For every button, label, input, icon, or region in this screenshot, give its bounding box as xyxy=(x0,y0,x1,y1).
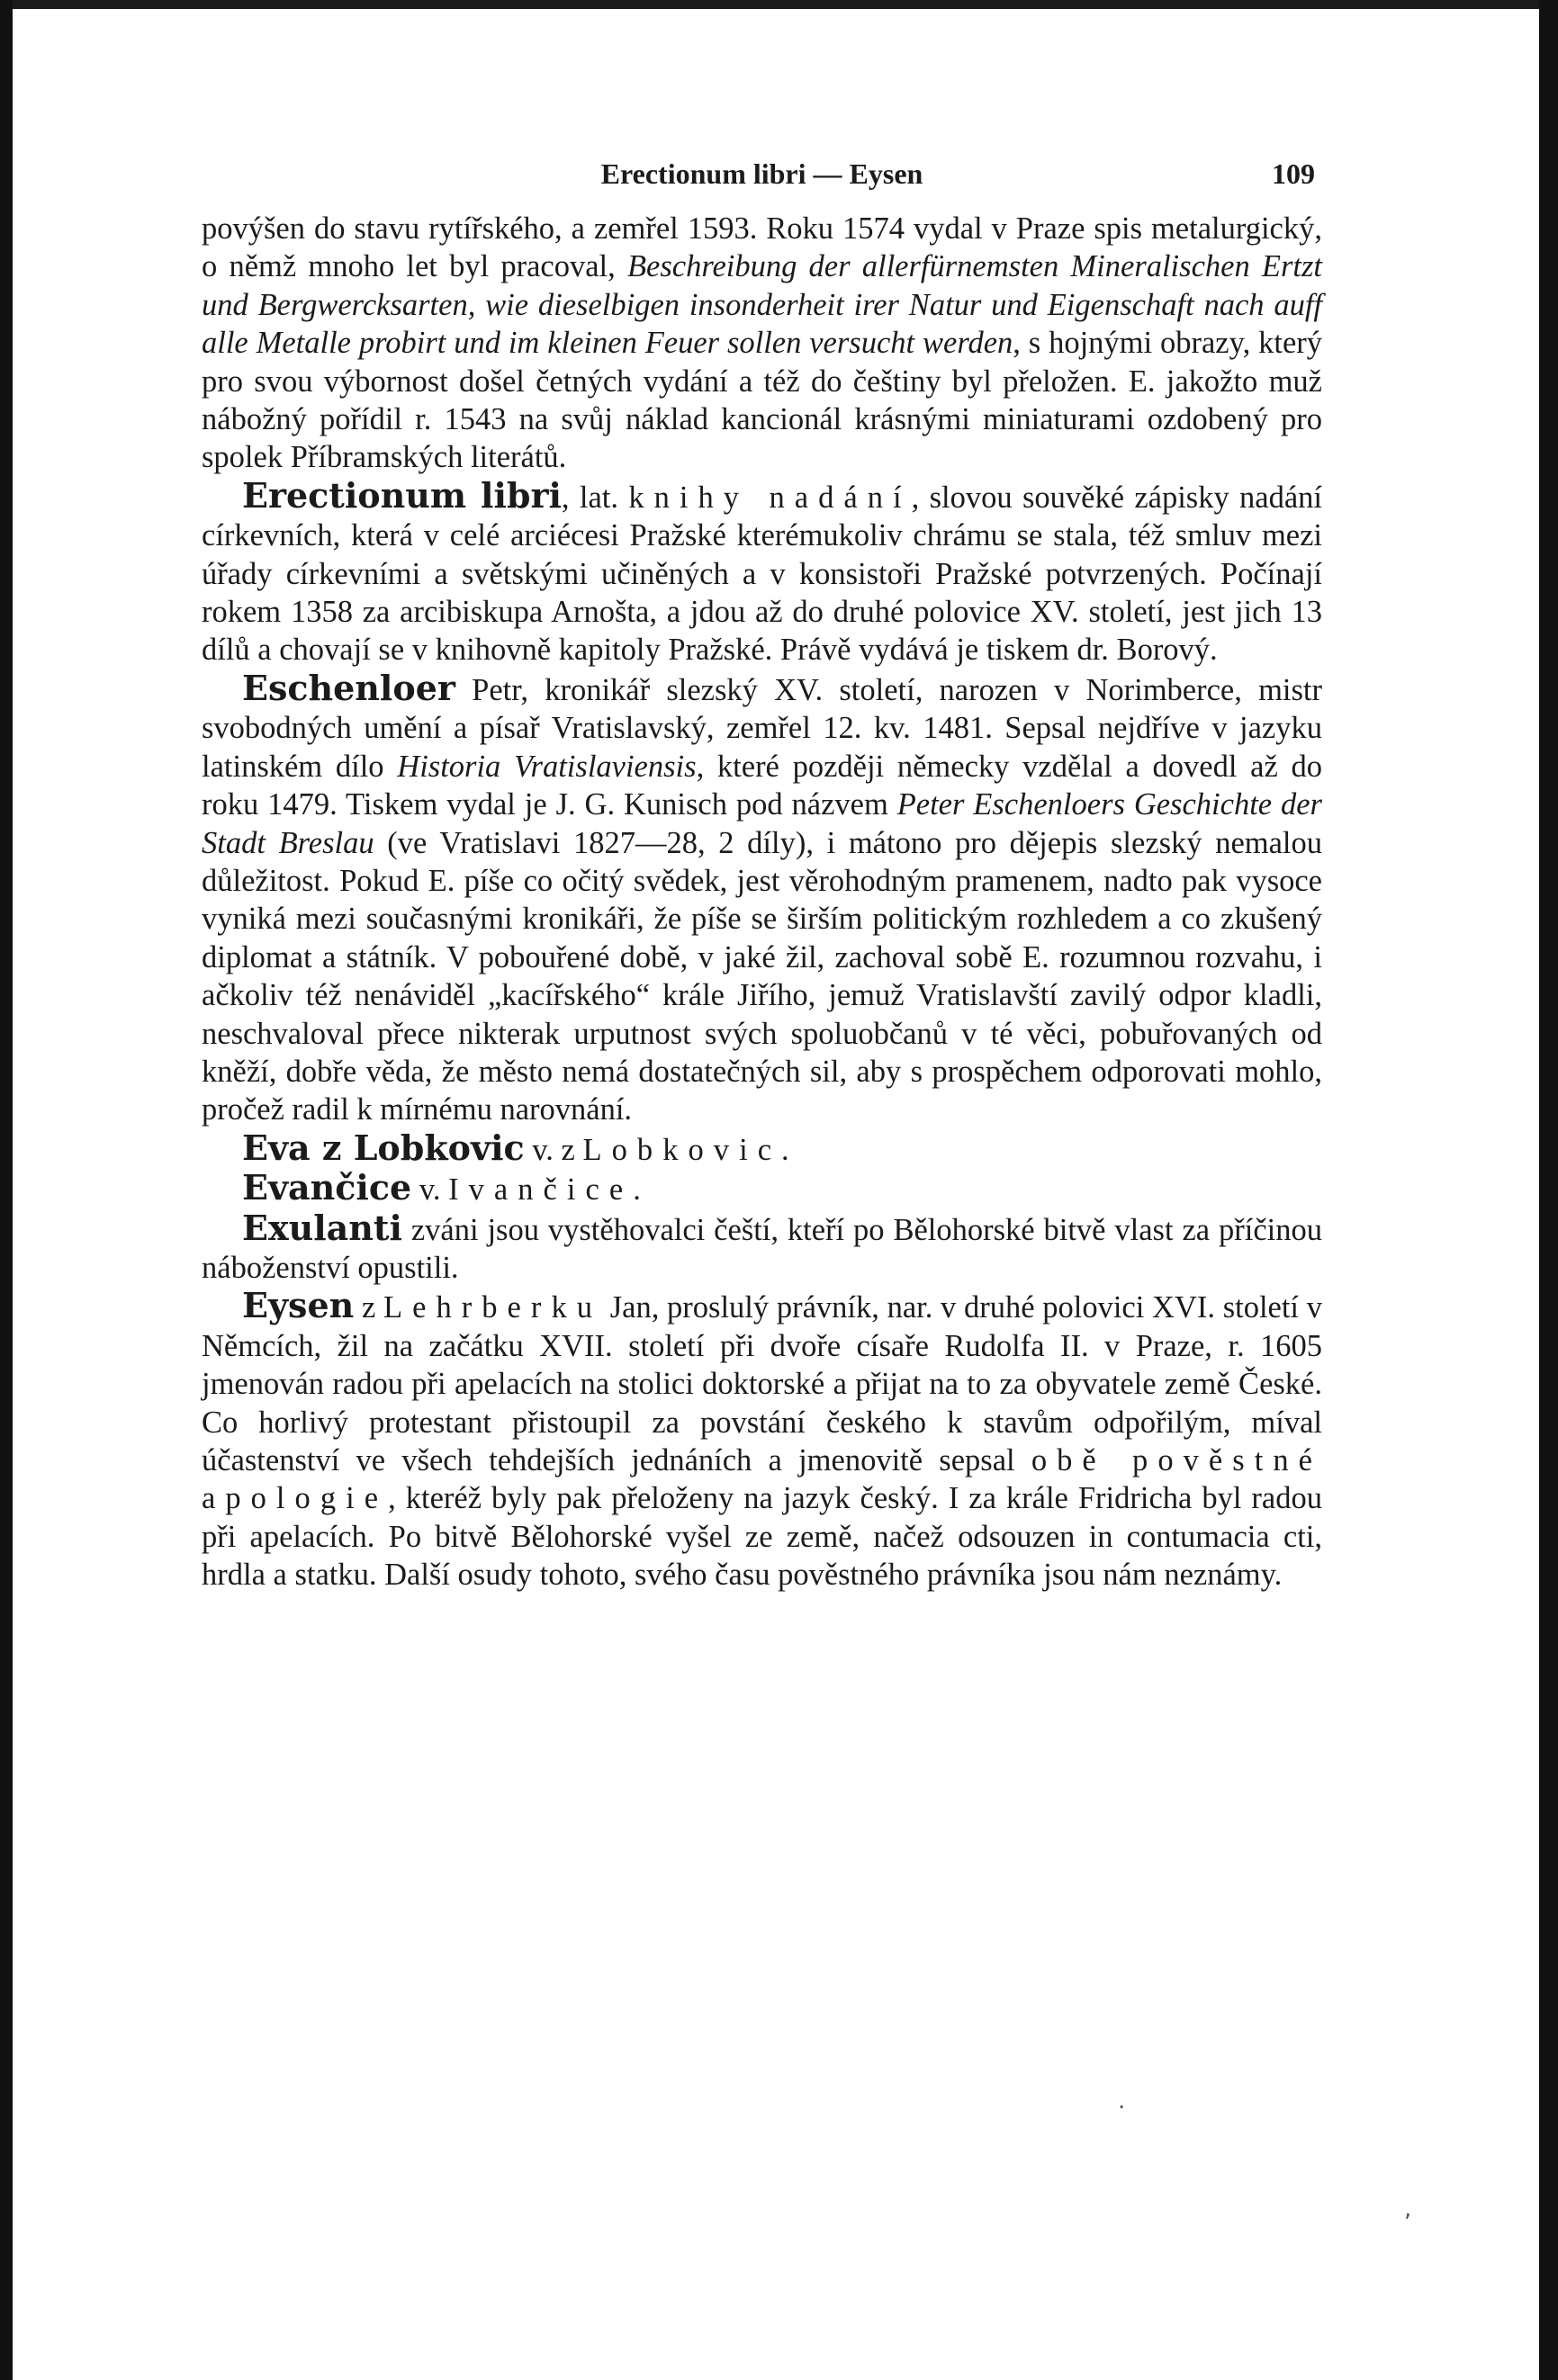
text-run: Petr, kronikář slezský XV. století, narozen v Norimberce, mistr svobodných umění a písař Vratislavský, zemřel 12. kv. 1481. Sepsal nejdříve v jazyku latinském dílo xyxy=(202,672,1322,784)
body-text xyxy=(202,210,1322,1594)
entry-headword: Evančice xyxy=(242,1167,412,1208)
scan-border-left xyxy=(0,0,13,2380)
entry-headword: Exulanti xyxy=(242,1207,402,1248)
dictionary-entry xyxy=(202,474,1322,669)
book-page xyxy=(202,148,1322,1594)
text-run: (ve Vratislavi 1827—28, 2 díly), i mátono pro dějepis slezský nemalou důležitost. Pokud E. píše co očitý svědek, jest věrohodným pramenem, nadto pak vysoce vyniká mezi současnými kronikáři, že píše se širším politickým rozhledem a co zkušený diplomat a státník. V pobouřené době, v jaké žil, zachoval sobě E. rozumnou rozvahu, i ačkoliv též nenáviděl „kacířského“ krále Jiřího, jemuž Vratislavští zavilý odpor kladli, neschvaloval přece nikterak urputnost svých spoluobčanů v té věci, pobuřovaných od kněží, dobře věda, že město nemá dostatečných sil, aby s prospěchem odporovati mohlo, pročež radil k mírnému narovnání. xyxy=(202,825,1322,1127)
text-run: . xyxy=(781,1132,789,1167)
page-number: 109 xyxy=(1272,157,1315,190)
spaced-text: obě pověstné apologie xyxy=(202,1443,1322,1516)
entry-headword: Eva z Lobkovic xyxy=(242,1127,525,1168)
entry-headword: Eschenloer xyxy=(242,667,455,708)
text-run: , s hojnými obrazy, který pro svou výbornost došel četných vydání a též do češtiny byl přeložen. E. jakožto muž nábožný pořídil r. 1543 na svůj náklad kancionál krásnými miniaturami ozdobený pro spolek Příbramských literátů. xyxy=(202,326,1322,475)
italic-title: Historia Vratislaviensis xyxy=(397,749,697,784)
italic-title: Beschreibung der allerfürnemsten Mineralischen Ertzt und Bergwercksarten, wie dieselbigen insonderheit irer Natur und Eigenschaft nach auff alle Metalle probirt und im kleinen Feuer sollen versucht werden xyxy=(202,249,1322,361)
text-run: zváni jsou vystěhovalci čeští, kteří po Bělohorské bitvě vlast za příčinou náboženství opustili. xyxy=(202,1212,1322,1285)
text-run: , kteréž byly pak přeloženy na jazyk český. I za krále Fridricha byl radou při apelacích. Po bitvě Bělohorské vyšel ze země, načež odsouzen in contumacia cti, hrdla a statku. Další osudy tohoto, svého času pověstného právníka jsou nám neznámy. xyxy=(202,1481,1322,1593)
text-run: z xyxy=(354,1290,383,1325)
dictionary-entry xyxy=(202,1129,1322,1169)
scan-speck: . xyxy=(1118,2088,1126,2115)
running-title: Erectionum libri — Eysen xyxy=(600,157,923,190)
dictionary-entry xyxy=(202,669,1322,1129)
text-run: , které později německy vzdělal a dovedl až do roku 1479. Tiskem vydal je J. G. Kunisch pod názvem xyxy=(202,749,1322,822)
spaced-text: Lobkovic xyxy=(582,1132,782,1167)
text-run: , slovou souvěké zápisky nadání církevních, která v celé arciécesi Pražské kterémukoliv chrámu se stala, též smluv mezi úřady církevními a světskými učiněných a v konsistoři Pražské potvrzených. Počínají rokem 1358 za arcibiskupa Arnošta, a jdou až do druhé polovice XV. století, jest jich 13 dílů a chovají se v knihovně kapitoly Pražské. Právě vydává je tiskem dr. Borový. xyxy=(202,480,1322,668)
scan-border-top xyxy=(0,0,1558,9)
scan-border-right xyxy=(1539,0,1558,2380)
entry-headword: Eysen xyxy=(242,1285,355,1326)
spaced-text: Lehrberku xyxy=(383,1290,603,1325)
spaced-text: Ivančice xyxy=(448,1172,634,1208)
text-run: . xyxy=(633,1172,641,1208)
text-run: Jan, proslulý právník, nar. v druhé polovici XVI. století v Němcích, žil na začátku XVII. století při dvoře císaře Rudolfa II. v Praze, r. 1605 jmenován radou při apelacích na stolici doktorské a přijat na to za obyvatele země České. Co horlivý protestant přistoupil za povstání českého k stavům odpořilým, míval účastenství ve všech tehdejších jednáních a jmenovitě sepsal xyxy=(202,1290,1322,1477)
text-run: , lat. xyxy=(561,480,629,515)
scan-speck: , xyxy=(1404,2196,1412,2223)
spaced-text: knihy nadání xyxy=(628,480,912,515)
dictionary-entry xyxy=(202,1287,1322,1594)
entry-headword: Erectionum libri xyxy=(242,474,562,516)
text-run: v. xyxy=(411,1172,449,1208)
text-run: v. z xyxy=(524,1132,583,1167)
italic-title: Peter Eschenloers Geschichte der Stadt Breslau xyxy=(202,787,1322,860)
continued-paragraph xyxy=(202,210,1322,477)
dictionary-entry xyxy=(202,1209,1322,1288)
running-head xyxy=(202,148,1322,202)
dictionary-entry xyxy=(202,1169,1322,1208)
text-run: povýšen do stavu rytířského, a zemřel 1593. Roku 1574 vydal v Praze spis metalurgický, o němž mnoho let byl pracoval, xyxy=(202,211,1322,284)
